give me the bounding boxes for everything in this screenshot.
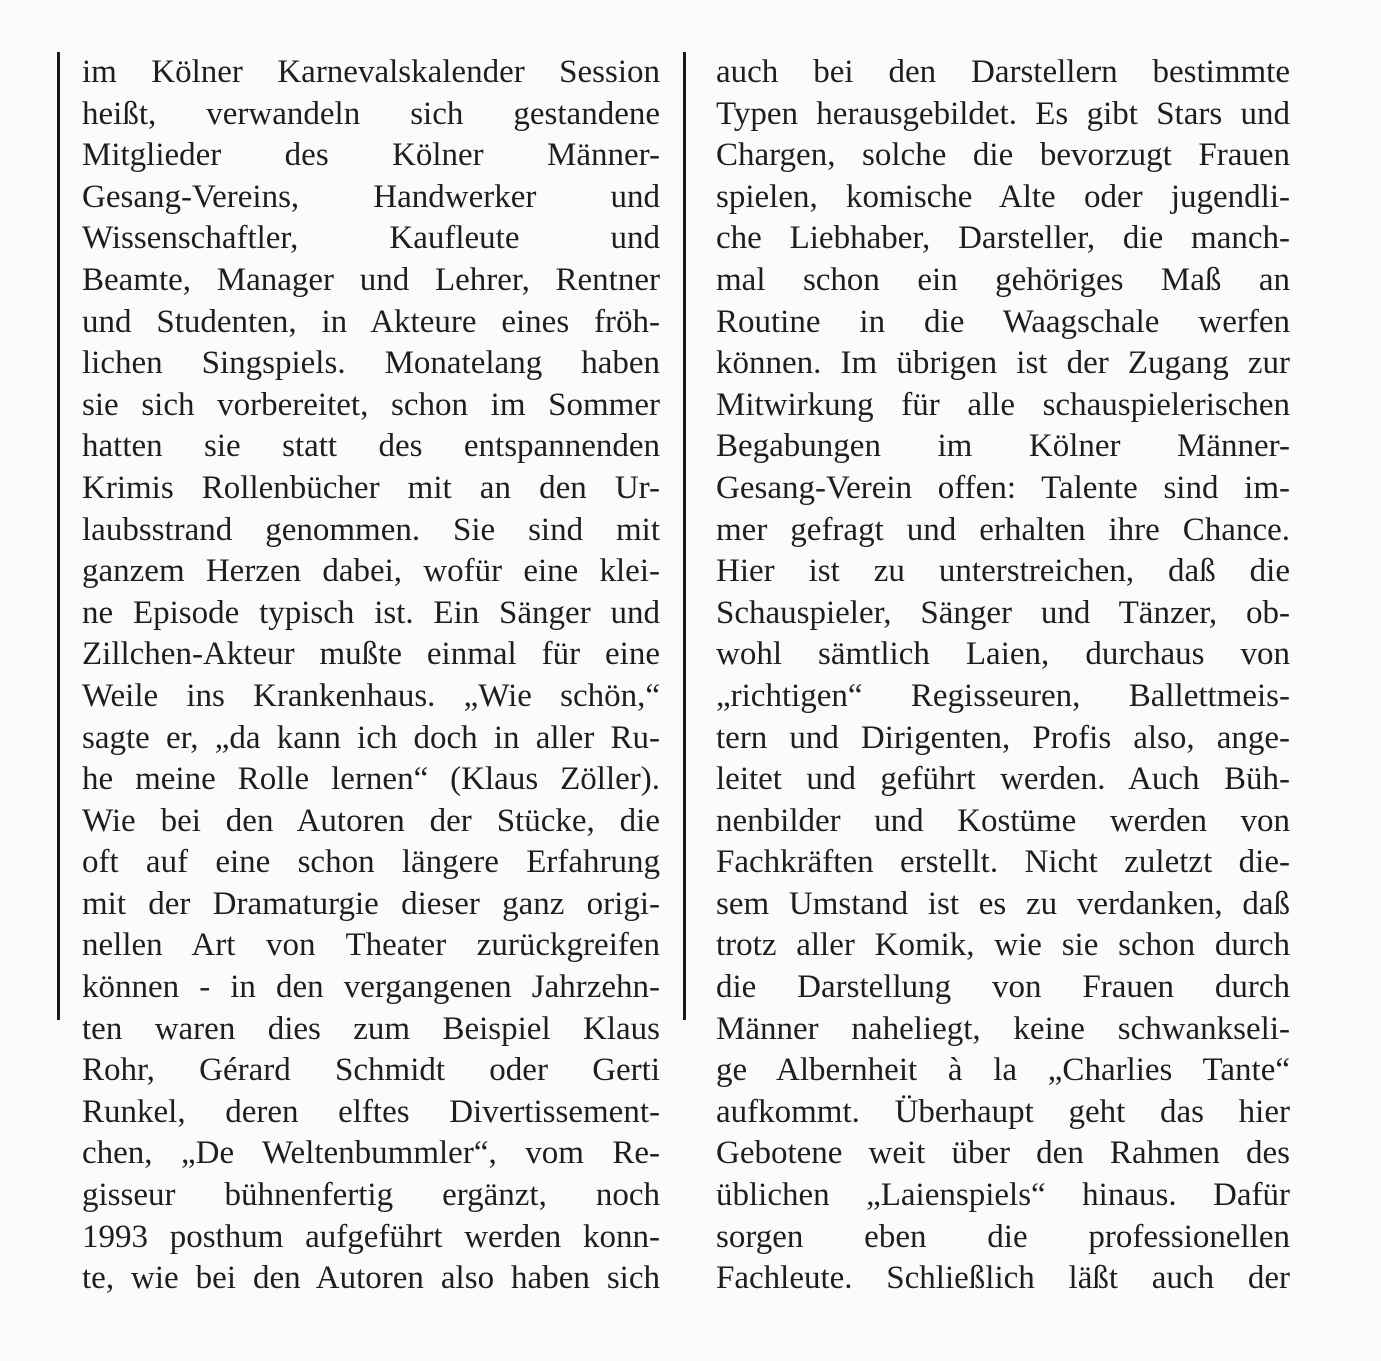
- text-line: Zillchen-Akteur mußte einmal für eine: [82, 636, 660, 673]
- text-line: Schauspieler, Sänger und Tänzer, ob-: [716, 594, 1290, 631]
- text-line: Mitglieder des Kölner Männer-: [82, 137, 660, 174]
- text-line: Runkel, deren elftes Divertissement-: [82, 1093, 660, 1130]
- text-line: können - in den vergangenen Jahrzehn-: [82, 969, 660, 1006]
- text-line: sie sich vorbereitet, schon im Sommer: [82, 386, 660, 423]
- text-line: Chargen, solche die bevorzugt Frauen: [716, 137, 1290, 174]
- text-line: wohl sämtlich Laien, durchaus von: [716, 636, 1290, 673]
- text-line: Mitwirkung für alle schauspielerischen: [716, 386, 1290, 423]
- text-line: Krimis Rollenbücher mit an den Ur-: [82, 469, 660, 506]
- text-line: Rohr, Gérard Schmidt oder Gerti: [82, 1052, 660, 1089]
- text-line: Typen herausgebildet. Es gibt Stars und: [716, 95, 1290, 132]
- text-line: Gesang-Vereins, Handwerker und: [82, 178, 660, 215]
- text-line: Fachkräften erstellt. Nicht zuletzt die-: [716, 844, 1290, 881]
- text-line: chen, „De Weltenbummler“, vom Re-: [82, 1135, 660, 1172]
- text-line: tern und Dirigenten, Profis also, ange-: [716, 719, 1290, 756]
- text-line: ge Albernheit à la „Charlies Tante“: [716, 1052, 1290, 1089]
- text-line: Fachleute. Schließlich läßt auch der: [716, 1260, 1290, 1297]
- text-line: gisseur bühnenfertig ergänzt, noch: [82, 1177, 660, 1214]
- text-line: hatten sie statt des entspannenden: [82, 428, 660, 465]
- left-text-column: [82, 52, 660, 1300]
- text-line: spielen, komische Alte oder jugendli-: [716, 178, 1290, 215]
- text-line: Hier ist zu unterstreichen, daß die: [716, 553, 1290, 590]
- text-line: Weile ins Krankenhaus. „Wie schön,“: [82, 677, 660, 714]
- text-line: sagte er, „da kann ich doch in aller Ru-: [82, 719, 660, 756]
- text-line: können. Im übrigen ist der Zugang zur: [716, 345, 1290, 382]
- text-line: Wie bei den Autoren der Stücke, die: [82, 802, 660, 839]
- text-line: die Darstellung von Frauen durch: [716, 969, 1290, 1006]
- text-line: leitet und geführt werden. Auch Büh-: [716, 761, 1290, 798]
- text-line: he meine Rolle lernen“ (Klaus Zöller).: [82, 761, 660, 798]
- text-line: mer gefragt und erhalten ihre Chance.: [716, 511, 1290, 548]
- text-line: ne Episode typisch ist. Ein Sänger und: [82, 594, 660, 631]
- left-column-rule: [57, 52, 60, 1020]
- text-line: aufkommt. Überhaupt geht das hier: [716, 1093, 1290, 1130]
- column-divider-rule: [683, 52, 686, 1020]
- right-text-column: [716, 52, 1290, 1300]
- text-line: lichen Singspiels. Monatelang haben: [82, 345, 660, 382]
- text-line: und Studenten, in Akteure eines fröh-: [82, 303, 660, 340]
- text-line: üblichen „Laienspiels“ hinaus. Dafür: [716, 1177, 1290, 1214]
- text-line: Männer naheliegt, keine schwankseli-: [716, 1010, 1290, 1047]
- text-line: heißt, verwandeln sich gestandene: [82, 95, 660, 132]
- text-line: oft auf eine schon längere Erfahrung: [82, 844, 660, 881]
- text-line: mit der Dramaturgie dieser ganz origi-: [82, 885, 660, 922]
- text-line: trotz aller Komik, wie sie schon durch: [716, 927, 1290, 964]
- text-line: Routine in die Waagschale werfen: [716, 303, 1290, 340]
- text-line: mal schon ein gehöriges Maß an: [716, 261, 1290, 298]
- text-line: Gesang-Verein offen: Talente sind im-: [716, 469, 1290, 506]
- text-line: che Liebhaber, Darsteller, die manch-: [716, 220, 1290, 257]
- text-line: im Kölner Karnevalskalender Session: [82, 54, 660, 90]
- text-line: laubsstrand genommen. Sie sind mit: [82, 511, 660, 548]
- text-line: Gebotene weit über den Rahmen des: [716, 1135, 1290, 1172]
- text-line: „richtigen“ Regisseuren, Ballettmeis-: [716, 677, 1290, 714]
- text-line: te, wie bei den Autoren also haben sich: [82, 1260, 660, 1297]
- text-line: sem Umstand ist es zu verdanken, daß: [716, 885, 1290, 922]
- text-line: Beamte, Manager und Lehrer, Rentner: [82, 261, 660, 298]
- text-line: auch bei den Darstellern bestimmte: [716, 54, 1290, 90]
- text-line: nenbilder und Kostüme werden von: [716, 802, 1290, 839]
- text-line: sorgen eben die professionellen: [716, 1218, 1290, 1255]
- text-line: ganzem Herzen dabei, wofür eine klei-: [82, 553, 660, 590]
- text-line: Begabungen im Kölner Männer-: [716, 428, 1290, 465]
- text-line: 1993 posthum aufgeführt werden konn-: [82, 1218, 660, 1255]
- text-line: nellen Art von Theater zurückgreifen: [82, 927, 660, 964]
- text-line: Wissenschaftler, Kaufleute und: [82, 220, 660, 257]
- text-line: ten waren dies zum Beispiel Klaus: [82, 1010, 660, 1047]
